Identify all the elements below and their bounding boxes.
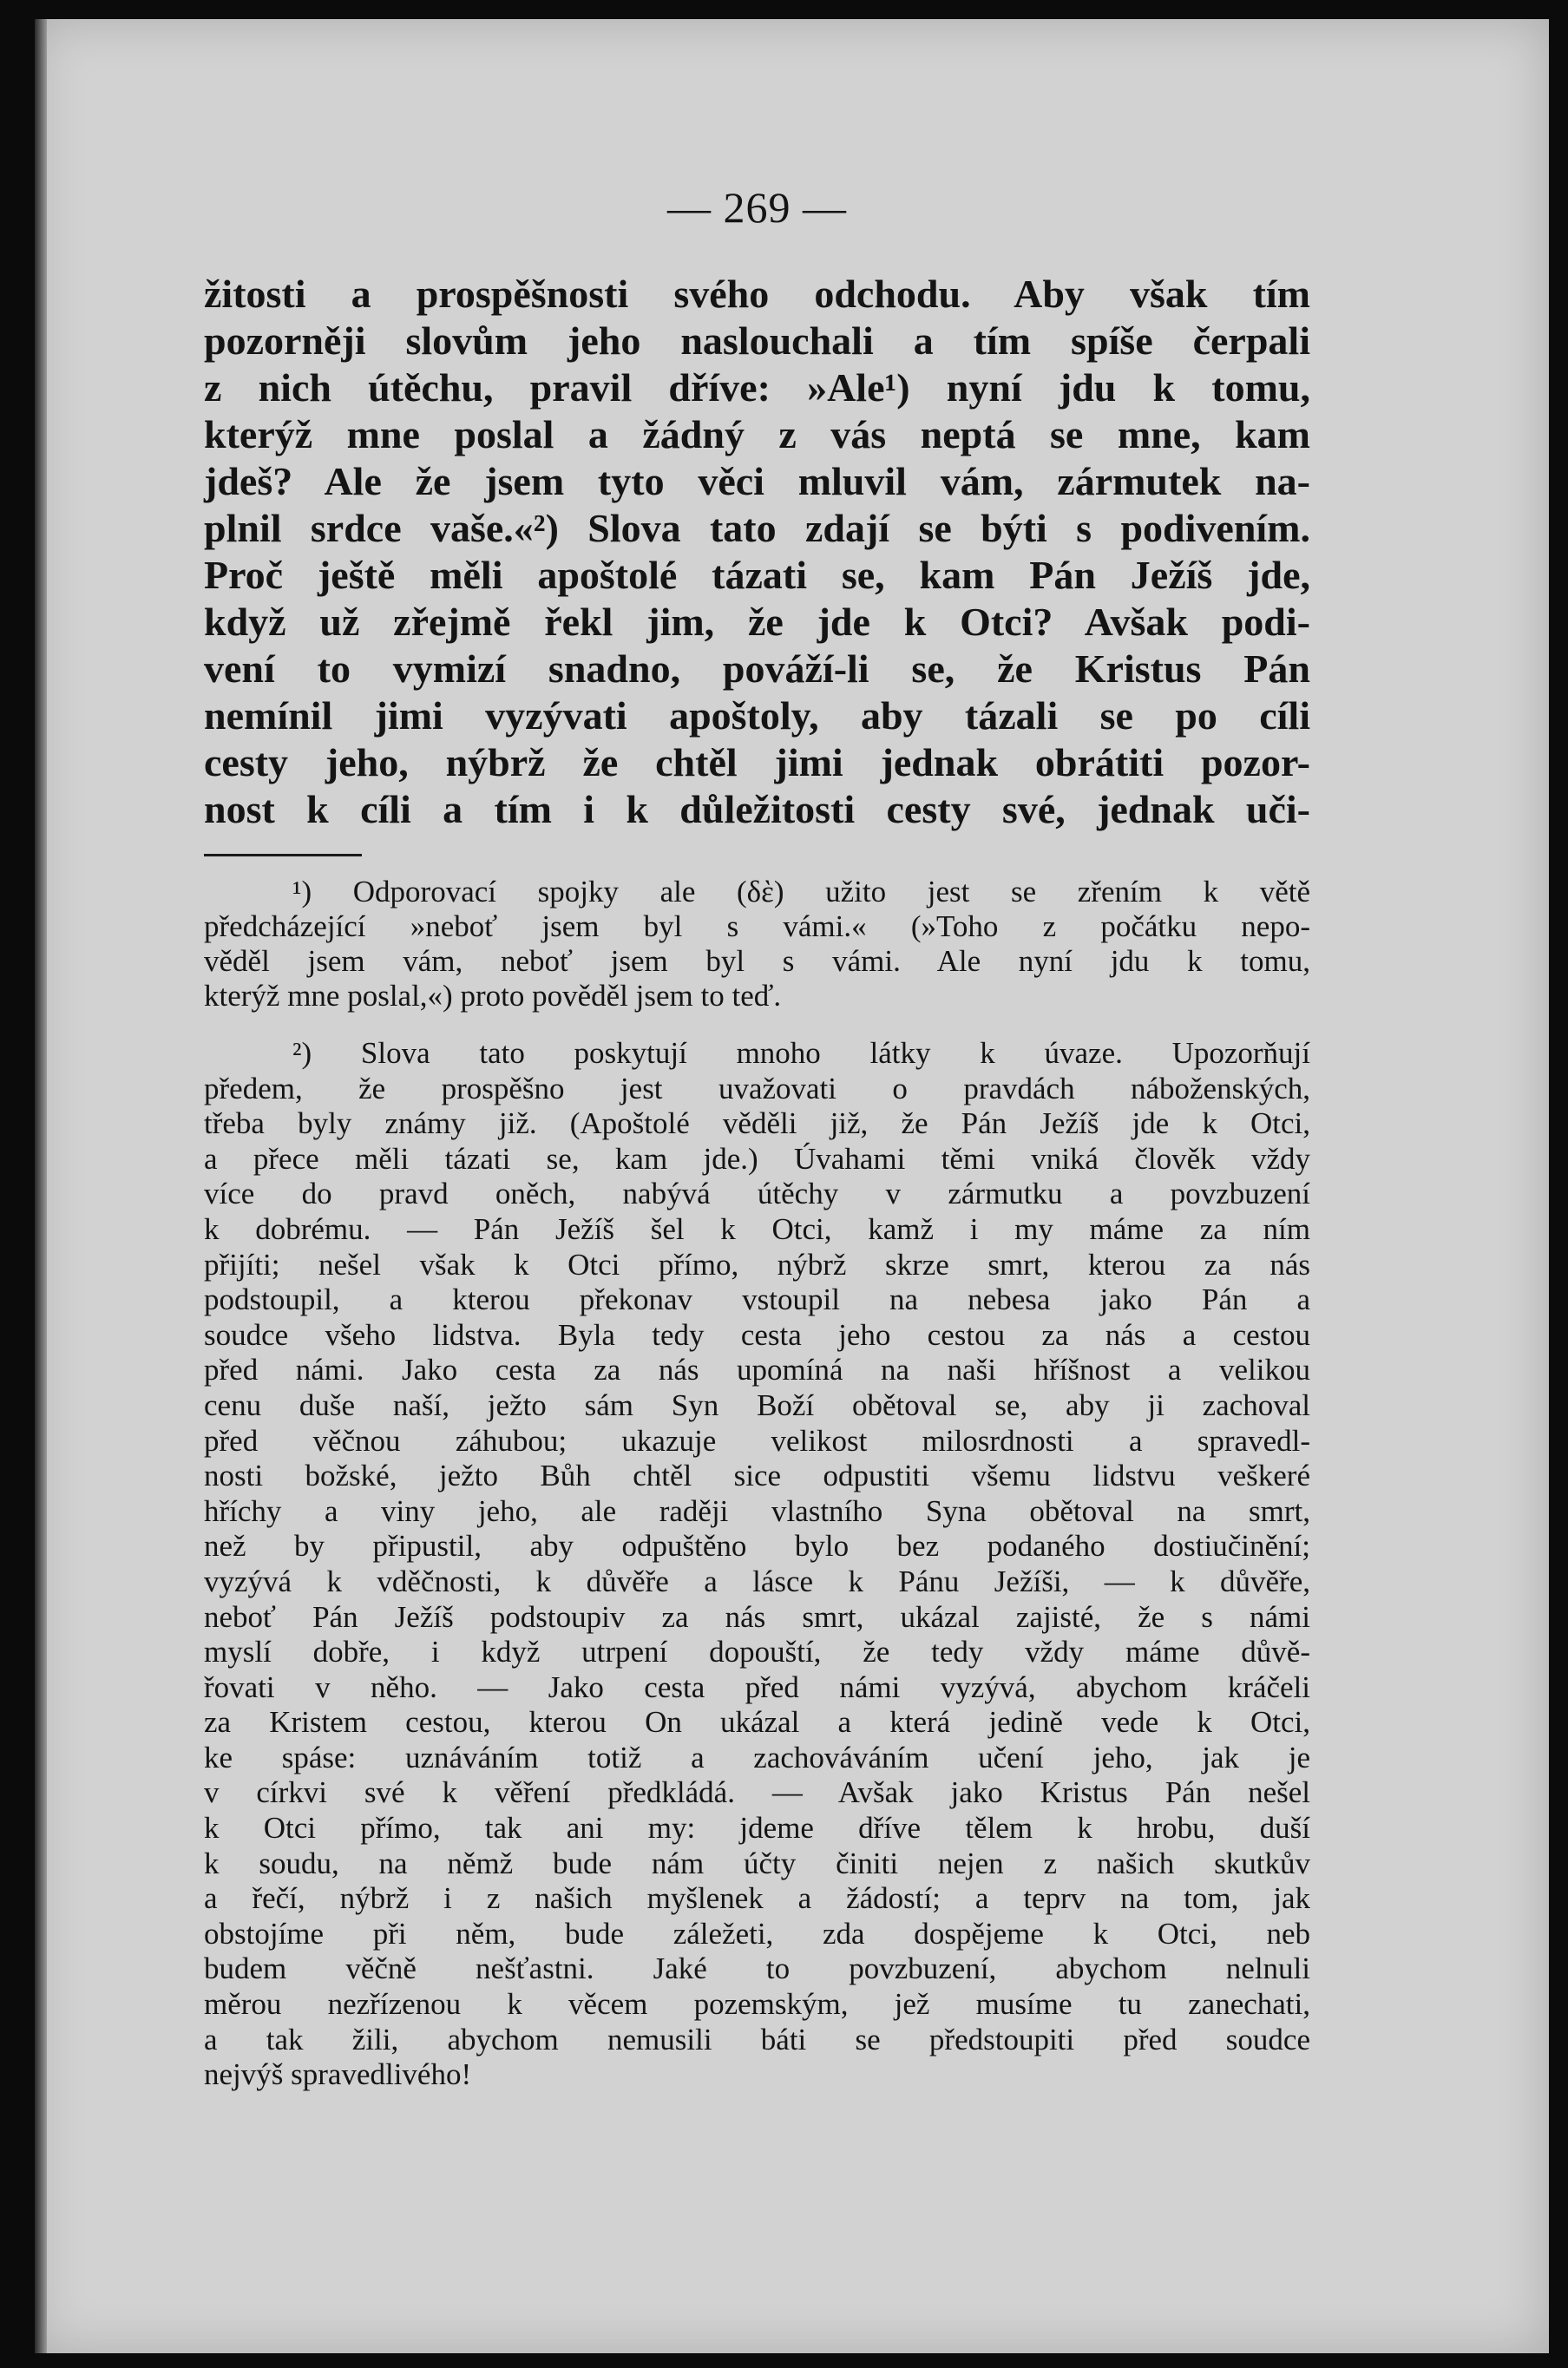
footnote-line: více do pravd oněch, nabývá útěchy v zármutku a povzbuzení	[204, 1177, 1310, 1211]
footnote-line: ke spáse: uznáváním totiž a zachováváním učení jeho, jak je	[204, 1740, 1310, 1774]
footnote-line: za Kristem cestou, kterou On ukázal a která jedině vede k Otci,	[204, 1705, 1310, 1740]
main-text-line: cesty jeho, nýbrž že chtěl jimi jednak obrátiti pozor-	[204, 740, 1310, 784]
footnote-line: před věčnou záhubou; ukazuje velikost milosrdnosti a spravedl-	[204, 1423, 1310, 1458]
footnote-line: kterýž mne poslal,«) proto pověděl jsem to teď.	[204, 979, 782, 1013]
footnote-line: a řečí, nýbrž i z našich myšlenek a žádostí; a teprv na tom, jak	[204, 1881, 1310, 1916]
main-text-line: žitosti a prospěšnosti svého odchodu. Aby však tím	[204, 272, 1310, 316]
footnote-line: podstoupil, a kterou překonav vstoupil na nebesa jako Pán a	[204, 1282, 1310, 1317]
main-text-line: Proč ještě měli apoštolé tázati se, kam Pán Ježíš jde,	[204, 553, 1310, 597]
footnote-line: nosti božské, ježto Bůh chtěl sice odpustiti všemu lidstvu veškeré	[204, 1459, 1310, 1493]
footnote-line: ²) Slova tato poskytují mnoho látky k úvaze. Upozorňují	[292, 1036, 1310, 1070]
footnote-separator	[204, 854, 362, 856]
footnote-line: přijíti; nešel však k Otci přímo, nýbrž skrze smrt, kterou za nás	[204, 1247, 1310, 1282]
footnote-line: věděl jsem vám, neboť jsem byl s vámi. Ale nyní jdu k tomu,	[204, 944, 1310, 978]
footnote-line: měrou nezřízenou k věcem pozemským, jež musíme tu zanechati,	[204, 1987, 1310, 2022]
footnote-line: soudce všeho lidstva. Byla tedy cesta jeho cestou za nás a cestou	[204, 1317, 1310, 1352]
footnote-1	[204, 875, 1310, 1013]
main-text-line: jdeš? Ale že jsem tyto věci mluvil vám, zármutek na-	[204, 459, 1310, 503]
footnote-line: k soudu, na němž bude nám účty činiti nejen z našich skutkův	[204, 1846, 1310, 1880]
footnote-line: cenu duše naší, ježto sám Syn Boží obětoval se, aby ji zachoval	[204, 1387, 1310, 1422]
main-text	[204, 271, 1310, 833]
footnote-line: nejvýš spravedlivého!	[204, 2057, 472, 2092]
footnote-line: k Otci přímo, tak ani my: jdeme dříve tělem k hrobu, duší	[204, 1811, 1310, 1846]
main-text-line: vení to vymizí snadno, pováží-li se, že Kristus Pán	[204, 646, 1310, 691]
footnote-line: a přece měli tázati se, kam jde.) Úvahami těmi vniká člověk vždy	[204, 1141, 1310, 1176]
book-page	[35, 19, 1549, 2353]
binding-edge	[35, 19, 47, 2353]
footnote-line: v církvi své k věření předkládá. — Avšak jako Kristus Pán nešel	[204, 1775, 1310, 1810]
footnote-line: obstojíme při něm, bude záležeti, zda dospějeme k Otci, neb	[204, 1916, 1310, 1951]
footnote-line: předem, že prospěšno jest uvažovati o pravdách náboženských,	[204, 1071, 1310, 1105]
main-text-line: plnil srdce vaše.«²) Slova tato zdají se býti s podivením.	[204, 506, 1310, 550]
footnote-line: než by připustil, aby odpuštěno bylo bez podaného dostiučinění;	[204, 1529, 1310, 1564]
footnote-line: myslí dobře, i když utrpení dopouští, že tedy vždy máme důvě-	[204, 1635, 1310, 1669]
footnote-line: předcházející »neboť jsem byl s vámi.« (»Toho z počátku nepo-	[204, 909, 1310, 943]
footnote-line: a tak žili, abychom nemusili báti se předstoupiti před soudce	[204, 2022, 1310, 2056]
footnote-line: řovati v něho. — Jako cesta před námi vyzývá, abychom kráčeli	[204, 1669, 1310, 1704]
footnote-line: třeba byly známy již. (Apoštolé věděli již, že Pán Ježíš jde k Otci,	[204, 1106, 1310, 1141]
footnote-line: hříchy a viny jeho, ale raději vlastního Syna obětoval na smrt,	[204, 1493, 1310, 1528]
main-text-line: nost k cíli a tím i k důležitosti cesty své, jednak uči-	[204, 787, 1310, 831]
footnote-line: ¹) Odporovací spojky ale (δὲ) užito jest se zřením k větě	[292, 875, 1310, 908]
main-text-line: z nich útěchu, pravil dříve: »Ale¹) nyní jdu k tomu,	[204, 365, 1310, 410]
main-text-line: pozorněji slovům jeho naslouchali a tím spíše čerpali	[204, 318, 1310, 363]
main-text-line: nemínil jimi vyzývati apoštoly, aby tázali se po cíli	[204, 693, 1310, 738]
footnote-2	[204, 1036, 1310, 2093]
main-text-line: když už zřejmě řekl jim, že jde k Otci? Avšak podi-	[204, 600, 1310, 644]
footnote-line: před námi. Jako cesta za nás upomíná na naši hříšnost a velikou	[204, 1353, 1310, 1387]
page-number: — 269 —	[667, 183, 847, 232]
footnote-line: budem věčně nešťastni. Jaké to povzbuzení, abychom nelnuli	[204, 1951, 1310, 1986]
footnote-line: vyzývá k vděčnosti, k důvěře a lásce k Pánu Ježíši, — k důvěře,	[204, 1564, 1310, 1598]
footnote-line: k dobrému. — Pán Ježíš šel k Otci, kamž i my máme za ním	[204, 1211, 1310, 1246]
main-text-line: kterýž mne poslal a žádný z vás neptá se mne, kam	[204, 412, 1310, 456]
footnote-line: neboť Pán Ježíš podstoupiv za nás smrt, ukázal zajisté, že s námi	[204, 1599, 1310, 1634]
